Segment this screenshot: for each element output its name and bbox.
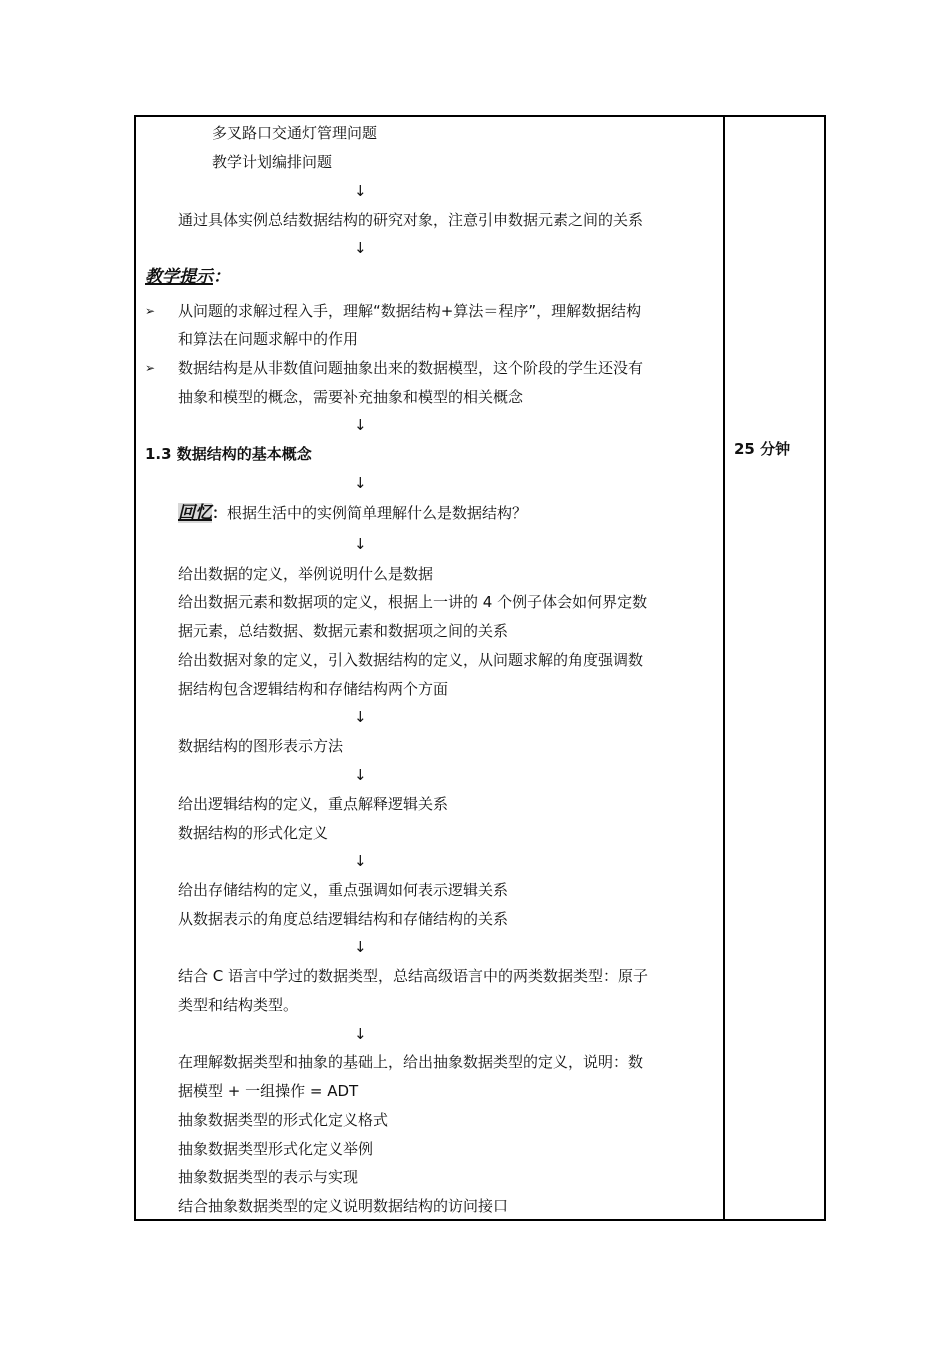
text-line: 给出数据对象的定义，引入数据结构的定义，从问题求解的角度强调数 [178,651,644,669]
text-line: 结合抽象数据类型的定义说明数据结构的访问接口 [178,1197,509,1215]
text-line: 教学计划编排问题 [212,153,333,171]
text-line: 抽象数据类型的形式化定义格式 [178,1111,389,1129]
text-line: 数据结构的形式化定义 [178,824,329,842]
recall-prompt [178,502,527,524]
text-line: 据模型 + 一组操作 = ADT [178,1082,359,1100]
down-arrow-icon: ↓ [354,182,367,200]
text-line: 给出数据的定义，举例说明什么是数据 [178,565,434,583]
text-line: 抽象数据类型的表示与实现 [178,1168,359,1186]
time-cell [725,117,824,1219]
down-arrow-icon: ↓ [354,852,367,870]
text-line: 抽象数据类型形式化定义举例 [178,1140,374,1158]
down-arrow-icon: ↓ [354,708,367,726]
down-arrow-icon: ↓ [354,535,367,553]
text-line: 从数据表示的角度总结逻辑结构和存储结构的关系 [178,910,509,928]
text-line: 据元素，总结数据、数据元素和数据项之间的关系 [178,622,509,640]
lesson-table [134,115,826,1221]
text-line: 通过具体实例总结数据结构的研究对象，注意引申数据元素之间的关系 [178,211,644,229]
text-line: 类型和结构类型。 [178,996,299,1014]
teaching-hint-heading [145,266,230,288]
text-line: 给出存储结构的定义，重点强调如何表示逻辑关系 [178,881,509,899]
down-arrow-icon: ↓ [354,938,367,956]
text-line: 给出逻辑结构的定义，重点解释逻辑关系 [178,795,449,813]
down-arrow-icon: ↓ [354,1025,367,1043]
duration-label: 25 分钟 [734,440,791,458]
text-line: 在理解数据类型和抽象的基础上，给出抽象数据类型的定义，说明：数 [178,1053,644,1071]
teaching-hint-colon: ： [213,267,230,287]
down-arrow-icon: ↓ [354,239,367,257]
recall-text: 根据生活中的实例简单理解什么是数据结构？ [227,504,528,522]
bullet-text: 和算法在问题求解中的作用 [178,330,359,348]
section-title: 1.3 数据结构的基本概念 [145,445,312,463]
bullet-text: 数据结构是从非数值问题抽象出来的数据模型，这个阶段的学生还没有 [178,359,644,377]
recall-colon: ： [212,504,228,522]
arrow-bullet-icon: ➢ [145,361,156,375]
recall-label: 回忆 [178,503,212,523]
down-arrow-icon: ↓ [354,416,367,434]
teaching-hint-label: 教学提示 [145,267,213,287]
text-line: 据结构包含逻辑结构和存储结构两个方面 [178,680,449,698]
arrow-bullet-icon: ➢ [145,304,156,318]
bullet-text: 抽象和模型的概念，需要补充抽象和模型的相关概念 [178,388,524,406]
text-line: 结合 C 语言中学过的数据类型，总结高级语言中的两类数据类型：原子 [178,967,649,985]
down-arrow-icon: ↓ [354,474,367,492]
text-line: 数据结构的图形表示方法 [178,737,344,755]
text-line: 多叉路口交通灯管理问题 [212,124,378,142]
down-arrow-icon: ↓ [354,766,367,784]
bullet-text: 从问题的求解过程入手，理解“数据结构+算法＝程序”，理解数据结构 [178,302,642,320]
text-line: 给出数据元素和数据项的定义，根据上一讲的 4 个例子体会如何界定数 [178,593,648,611]
